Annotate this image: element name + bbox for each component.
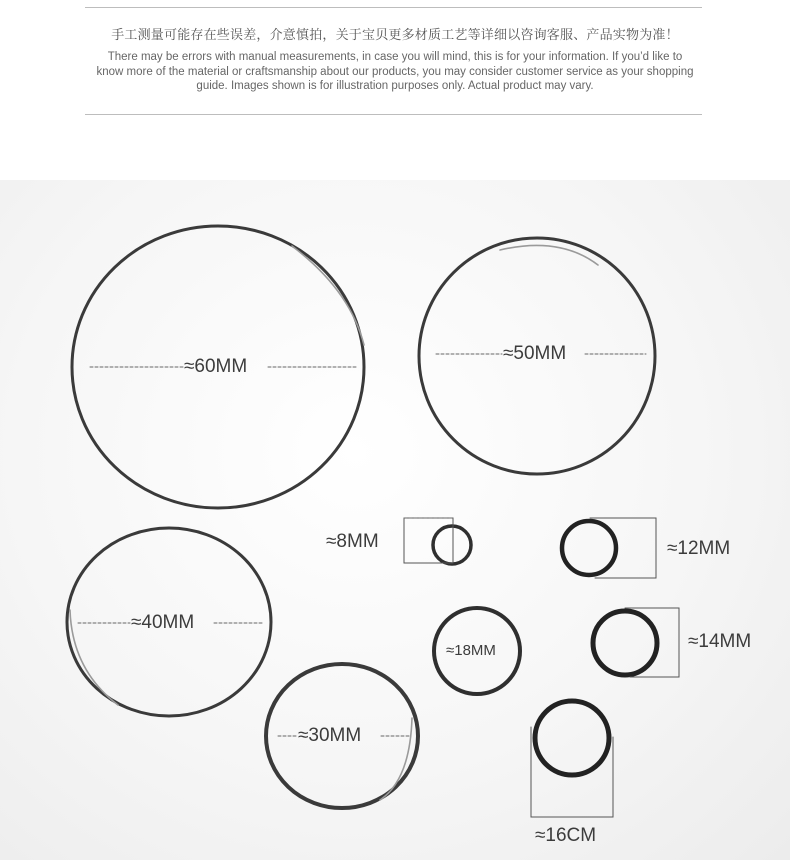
bracket-8mm	[404, 518, 453, 563]
hoop-40mm-wire	[70, 610, 118, 705]
size-label-60mm: ≈60MM	[184, 356, 248, 377]
size-label-18mm: ≈18MM	[446, 642, 496, 659]
bracket-12mm	[590, 518, 656, 578]
hoop-60mm-wire	[292, 246, 364, 345]
size-label-16cm: ≈16CM	[535, 825, 597, 846]
bracket-16mm	[531, 727, 613, 817]
size-label-30mm: ≈30MM	[298, 725, 362, 746]
hoop-16mm	[535, 701, 609, 775]
size-label-50mm: ≈50MM	[503, 343, 567, 364]
hoop-14mm	[593, 611, 657, 675]
size-label-8mm: ≈8MM	[326, 531, 379, 552]
size-label-40mm: ≈40MM	[131, 612, 195, 633]
notice-english: There may be errors with manual measurements, in case you will mind, this is for your information. If you’d like to know more of the material or craftsmanship about our products, you may consider customer service as your shopping guide. Images shown is for illustration purposes only. Actual product may vary.	[96, 51, 694, 92]
size-label-14mm: ≈14MM	[688, 631, 752, 652]
size-label-12mm: ≈12MM	[667, 538, 731, 559]
notice-chinese: 手工测量可能存在些误差，介意慎拍，关于宝贝更多材质工艺等详细以咨询客服、产品实物为准！	[111, 28, 679, 43]
hoop-8mm	[433, 526, 471, 564]
bracket-14mm	[625, 608, 679, 677]
hoop-12mm	[562, 521, 616, 575]
